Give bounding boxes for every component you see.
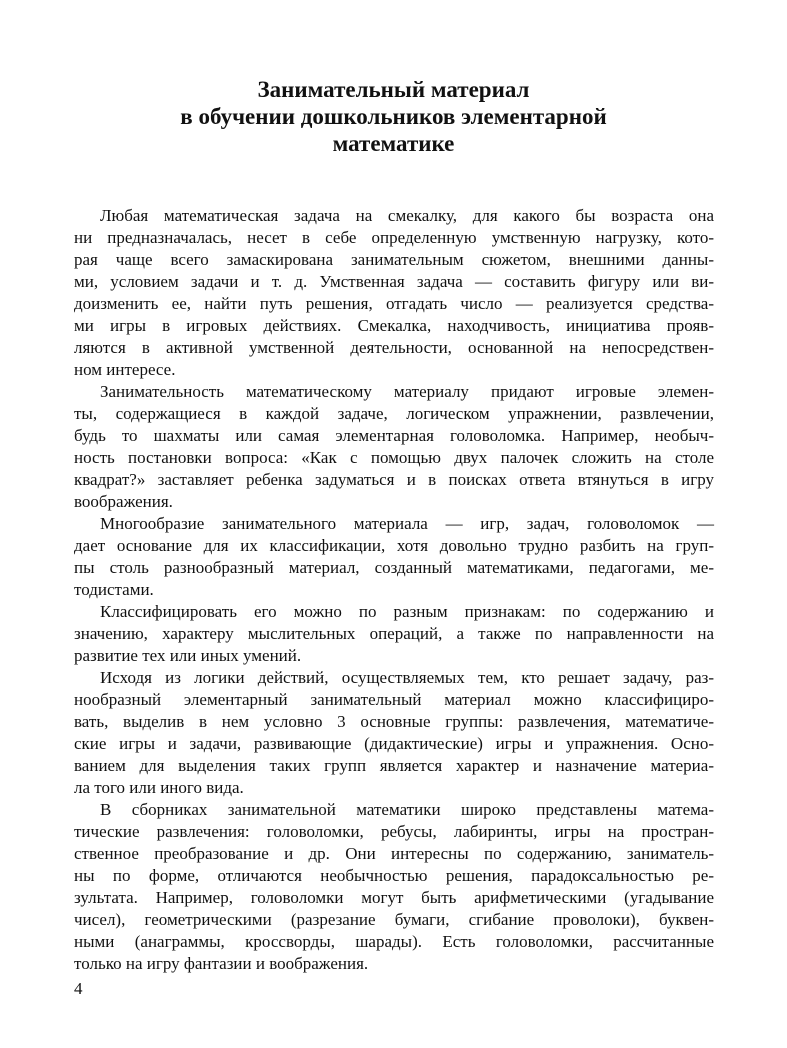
text-line: только на игру фантазии и воображения. bbox=[74, 954, 369, 973]
page-number: 4 bbox=[74, 979, 83, 998]
paragraph bbox=[74, 799, 714, 975]
text-line: В сборниках занимательной математики широко представлены матема- bbox=[100, 800, 714, 819]
text-line: зультата. Например, головоломки могут быть арифметическими (угадывание bbox=[74, 888, 714, 907]
text-line: Любая математическая задача на смекалку, для какого бы возраста она bbox=[100, 206, 714, 225]
text-line: ванием для выделения таких групп является характер и назначение материа- bbox=[74, 756, 714, 775]
text-line: Исходя из логики действий, осуществляемых тем, кто решает задачу, раз- bbox=[100, 668, 714, 687]
text-line: ственное преобразование и др. Они интересны по содержанию, заниматель- bbox=[74, 844, 714, 863]
text-line: ты, содержащиеся в каждой задаче, логическом упражнении, развлечении, bbox=[74, 404, 714, 423]
text-line: значению, характеру мыслительных операций, а также по направленности на bbox=[74, 624, 714, 643]
paragraph bbox=[74, 381, 714, 513]
title-line: в обучении дошкольников элементарной bbox=[180, 104, 607, 129]
text-line: вать, выделив в нем условно 3 основные группы: развлечения, математиче- bbox=[74, 712, 714, 731]
text-line: квадрат?» заставляет ребенка задуматься и в поисках ответа втянуться в игру bbox=[74, 470, 714, 489]
text-line: ляются в активной умственной деятельности, основанной на непосредствен- bbox=[74, 338, 714, 357]
page-title bbox=[0, 76, 787, 157]
text-line: развитие тех или иных умений. bbox=[74, 646, 302, 665]
text-line: ни предназначалась, несет в себе определенную умственную нагрузку, кото- bbox=[74, 228, 714, 247]
text-line: ми игры в игровых действиях. Смекалка, находчивость, инициатива прояв- bbox=[74, 316, 714, 335]
text-line: доизменить ее, найти путь решения, отгадать число — реализуется средства- bbox=[74, 294, 714, 313]
text-line: рая чаще всего замаскирована занимательным сюжетом, внешними данны- bbox=[74, 250, 714, 269]
title-line: математике bbox=[332, 131, 455, 156]
text-line: Классифицировать его можно по разным признакам: по содержанию и bbox=[100, 602, 714, 621]
text-line: пы столь разнообразный материал, созданный математиками, педагогами, ме- bbox=[74, 558, 714, 577]
text-line: ские игры и задачи, развивающие (дидактические) игры и упражнения. Осно- bbox=[74, 734, 714, 753]
text-line: Многообразие занимательного материала — игр, задач, головоломок — bbox=[100, 514, 714, 533]
body-text bbox=[74, 205, 714, 975]
text-line: тические развлечения: головоломки, ребусы, лабиринты, игры на простран- bbox=[74, 822, 714, 841]
text-line: ны по форме, отличаются необычностью решения, парадоксальностью ре- bbox=[74, 866, 714, 885]
text-line: ла того или иного вида. bbox=[74, 778, 244, 797]
text-line: воображения. bbox=[74, 492, 173, 511]
paragraph bbox=[74, 601, 714, 667]
text-line: будь то шахматы или самая элементарная головоломка. Например, необыч- bbox=[74, 426, 714, 445]
text-line: ми, условием задачи и т. д. Умственная задача — составить фигуру или ви- bbox=[74, 272, 714, 291]
text-line: нообразный элементарный занимательный материал можно классифициро- bbox=[74, 690, 714, 709]
text-line: ность постановки вопроса: «Как с помощью двух палочек сложить на столе bbox=[74, 448, 714, 467]
text-line: чисел), геометрическими (разрезание бумаги, сгибание проволоки), буквен- bbox=[74, 910, 714, 929]
title-line: Занимательный материал bbox=[257, 77, 530, 102]
text-line: Занимательность математическому материалу придают игровые элемен- bbox=[100, 382, 714, 401]
paragraph bbox=[74, 667, 714, 799]
text-line: ными (анаграммы, кроссворды, шарады). Есть головоломки, рассчитанные bbox=[74, 932, 714, 951]
paragraph bbox=[74, 513, 714, 601]
text-line: тодистами. bbox=[74, 580, 154, 599]
paragraph bbox=[74, 205, 714, 381]
text-line: дает основание для их классификации, хотя довольно трудно разбить на груп- bbox=[74, 536, 714, 555]
text-line: ном интересе. bbox=[74, 360, 176, 379]
